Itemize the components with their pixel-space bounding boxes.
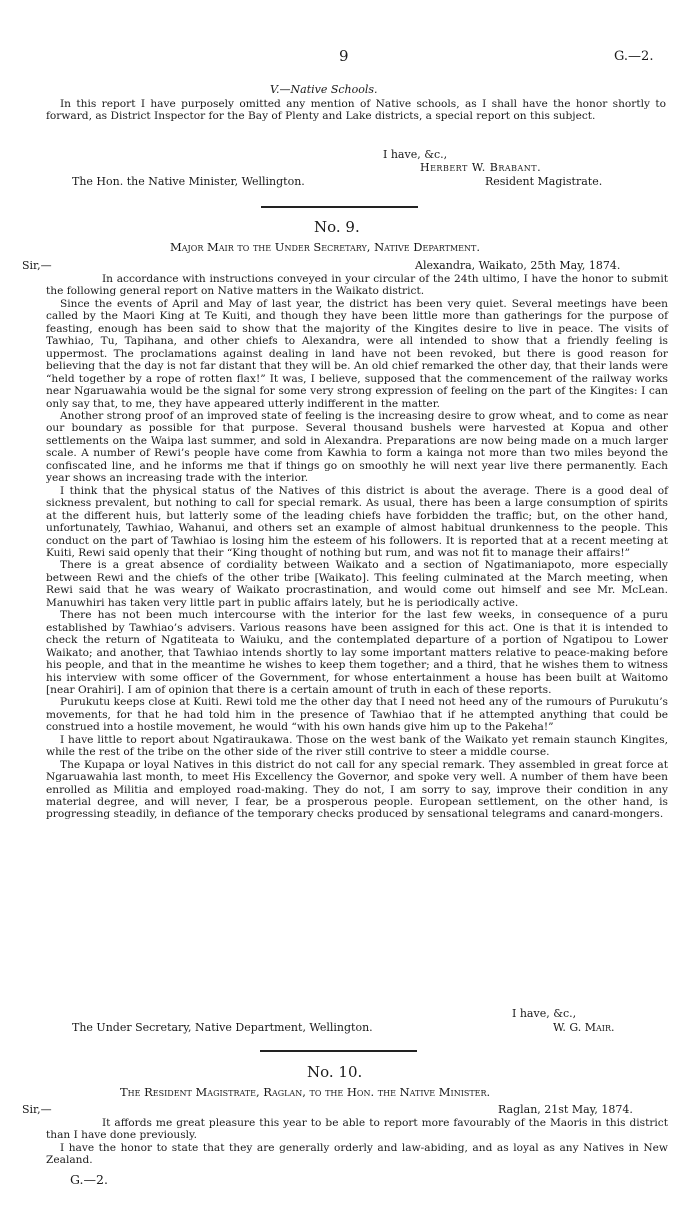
addressee: The Under Secretary, Native Department, Wellington. (72, 1021, 373, 1034)
closing: I have, &c., (512, 1007, 577, 1020)
salutation: Sir,— (22, 259, 52, 272)
paragraph: I have little to report about Ngatiraukawa. Those on the west bank of the Waikato yet remain staunch Kingites, while the rest of the tribe on the other side of the river still contrive to steer a middle course. (46, 733, 668, 759)
letter-body (46, 1117, 668, 1167)
section-heading: V.—Native Schools. (270, 83, 378, 96)
signer-title: Resident Magistrate. (485, 175, 603, 188)
dateline: Alexandra, Waikato, 25th May, 1874. (415, 259, 621, 272)
divider (261, 206, 418, 208)
divider (260, 1050, 417, 1052)
letter-title: Major Mair to the Under Secretary, Native Department. (170, 240, 481, 254)
signer-name: Herbert W. Brabant. (420, 161, 542, 174)
paragraph: I think that the physical status of the Natives of this district is about the average. There is a good deal of sickness prevalent, but nothing to call for special remark. As usual, there has been a large consumption of spirits at the different huis, but latterly some of the leading chiefs have forbidden the traffic; but, on the other hand, unfortunately, Tawhiao, Wahanui, and others set an example of almost habitual drunkenness to the people. This conduct on the part of Tawhiao is losing him the esteem of his followers. It is reported that at a recent meeting at Kuiti, Rewi said openly that their “King thought of nothing but rum, and was not fit to manage their affairs!” (46, 484, 668, 559)
paragraph: The Kupapa or loyal Natives in this district do not call for any special remark. They assembled in great force at Ngaruawahia last month, to meet His Excellency the Governor, and spoke very well. A number of them have been enrolled as Militia and employed road-making. They do not, I am sorry to say, improve their condition in any material degree, and will never, I fear, be a prosperous people. European settlement, on the other hand, is progressing steadily, in defiance of the temporary checks produced by sensational telegrams and canard-mongers. (46, 758, 668, 821)
paragraph: Since the events of April and May of last year, the district has been very quiet. Several meetings have been called by the Maori King at Te Kuiti, and though they have been little more than gatherings for the purpose of feasting, enough has been said to show that the majority of the Kingites desire to live in peace. The visits of Tawhiao, Tu, Tapihana, and other chiefs to Alexandra, were all intended to show that a friendly feeling is uppermost. The proclamations against dealing in land have not been revoked, but there is good reason for believing that the day is not far distant that they will be. An old chief remarked the other day, that their lands were “held together by a rope of rotten flax!” It was, I believe, supposed that the commencement of the railway works near Ngaruawahia would be the signal for some very strong expression of feeling on the part of the Kingites: I can only say that, to me, they have appeared utterly indifferent in the matter. (46, 297, 668, 410)
addressee: The Hon. the Native Minister, Wellington. (72, 175, 305, 188)
letter-number: No. 10. (307, 1063, 363, 1081)
page-reference: G.—2. (614, 49, 654, 64)
paragraph: In this report I have purposely omitted any mention of Native schools, as I shall have the honor shortly to forward, as District Inspector for the Bay of Plenty and Lake districts, a special report on this subject. (46, 98, 666, 123)
paragraph: It affords me great pleasure this year to be able to report more favourably of the Maoris in this district than I have done previously. (46, 1117, 668, 1142)
letter-title: The Resident Magistrate, Raglan, to the Hon. the Native Minister. (120, 1085, 491, 1099)
paragraph: There is a great absence of cordiality between Waikato and a section of Ngatimaniapoto, more especially between Rewi and the chiefs of the other tribe [Waikato]. This feeling culminated at the March meeting, when Rewi said that he was weary of Waikato procrastination, and would come out himself and see Mr. McLean. Manuwhiri has taken very little part in public affairs lately, but he is periodically active. (46, 559, 668, 609)
paragraph: Purukutu keeps close at Kuiti. Rewi told me the other day that I need not heed any of the rumours of Purukutu’s movements, for that he had told him in the presence of Tawhiao that if he attempted anything that could be construed into a hostile movement, he would “with his own hands give him up to the Pakeha!” (46, 696, 668, 734)
letter-body (46, 273, 668, 821)
paragraph: I have the honor to state that they are generally orderly and law-abiding, and as loyal as any Natives in New Zealand. (46, 1141, 668, 1167)
salutation: Sir,— (22, 1103, 52, 1116)
paragraph: Another strong proof of an improved state of feeling is the increasing desire to grow wheat, and to come as near our boundary as possible for that purpose. Several thousand bushels were harvested at Kopua and other settlements on the Waipa last summer, and sold in Alexandra. Preparations are now being made on a much larger scale. A number of Rewi’s people have come from Kawhia to form a kainga not more than two miles beyond the confiscated line, and he informs me that if things go on smoothly he will next year live there permanently. Each year shows an increasing trade with the interior. (46, 409, 668, 485)
page-number: 9 (339, 47, 349, 65)
letter-number: No. 9. (314, 218, 360, 236)
section5-body (46, 98, 666, 123)
paragraph: There has not been much intercourse with the interior for the last few weeks, in consequence of a puru established by Tawhiao’s advisers. Various reasons have been assigned for this act. One is that it is intended to check the return of Ngatiteata to Waiuku, and the contemplated departure of a portion of Ngatipou to Lower Waikato; and another, that Tawhiao intends shortly to lay some important matters relative to peace-making before his people, and that in the meantime he wishes to keep them together; and a third, that he wishes them to witness his interview with some officer of the Government, for whose entertainment a house has been built at Waitomo [near Orahiri]. I am of opinion that there is a certain amount of truth in each of these reports. (46, 609, 668, 696)
paragraph: In accordance with instructions conveyed in your circular of the 24th ultimo, I have the honor to submit the following general report on Native matters in the Waikato district. (46, 273, 668, 298)
footer-reference: G.—2. (70, 1172, 108, 1187)
dateline: Raglan, 21st May, 1874. (498, 1103, 633, 1116)
closing: I have, &c., (383, 148, 448, 161)
signer-name: W. G. Mair. (553, 1021, 615, 1034)
